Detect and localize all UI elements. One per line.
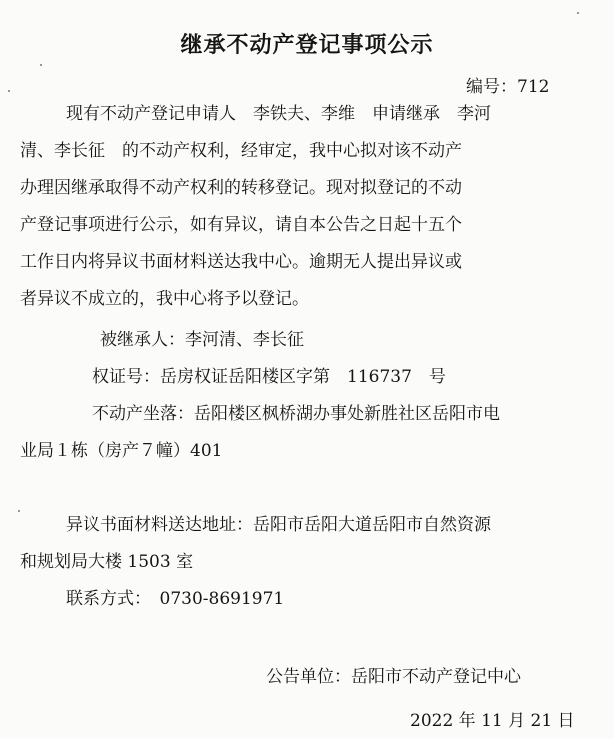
scan-speck [40,64,42,66]
notice-body [20,96,596,318]
notice-serial-number: 编号：712 [466,77,550,97]
body-line: 清、李长征 的不动产权利，经审定，我中心拟对该不动产 [20,141,462,161]
scan-speck [8,90,10,92]
issue-date: 2022 年 11 月 21 日 [410,711,575,731]
decedent-line: 被继承人：李河清、李长征 [100,330,304,350]
objection-address-line: 异议书面材料送达地址：岳阳市岳阳大道岳阳市自然资源 [66,515,491,535]
body-line: 工作日内将异议书面材料送达我中心。逾期无人提出异议或 [20,252,462,272]
objection-section [20,507,596,618]
certificate-line: 权证号：岳房权证岳阳楼区字第 116737 号 [92,367,446,387]
scan-speck [577,12,579,14]
notice-title: 继承不动产登记事项公示 [180,33,434,58]
body-line: 办理因继承取得不动产权利的转移登记。现对拟登记的不动 [20,178,462,198]
location-line-continued: 业局１栋（房产７幢）401 [20,441,223,461]
body-line: 者异议不成立的，我中心将予以登记。 [20,289,309,309]
contact-line: 联系方式： 0730-8691971 [66,589,285,609]
issuer-line: 公告单位：岳阳市不动产登记中心 [266,667,521,687]
scan-speck [18,510,20,512]
body-line: 现有不动产登记申请人 李铁夫、李维 申请继承 李河 [66,104,491,124]
objection-address-continued: 和规划局大楼 1503 室 [20,552,194,572]
body-line: 产登记事项进行公示，如有异议，请自本公告之日起十五个 [20,215,462,235]
decedent-section [20,322,596,470]
location-line: 不动产坐落：岳阳楼区枫桥湖办事处新胜社区岳阳市电 [92,404,500,424]
